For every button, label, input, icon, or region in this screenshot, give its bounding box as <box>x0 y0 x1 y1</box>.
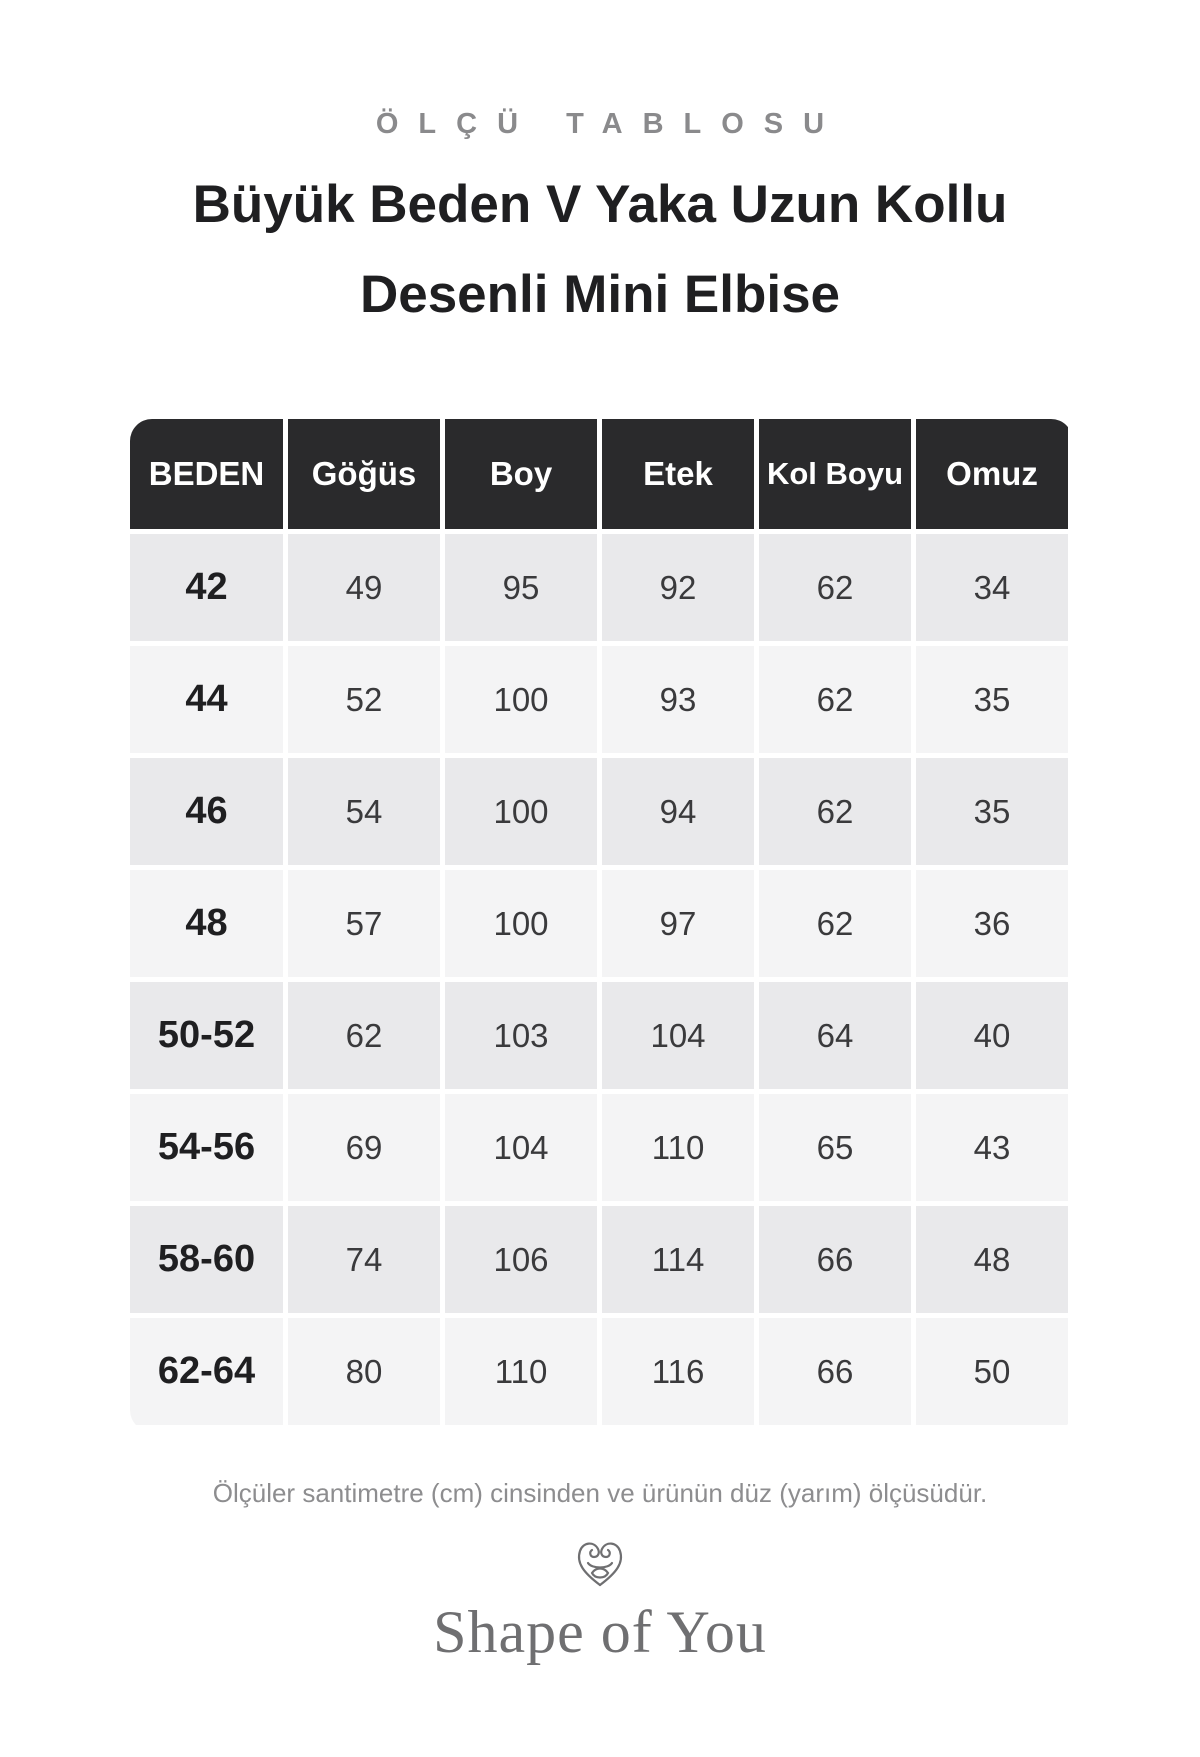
table-cell: 93 <box>602 646 754 753</box>
table-cell: 110 <box>602 1094 754 1201</box>
size-cell: 54-56 <box>130 1094 283 1201</box>
table-cell: 100 <box>445 758 597 865</box>
column-header-gogus: Göğüs <box>288 419 440 529</box>
table-cell: 74 <box>288 1206 440 1313</box>
table-cell: 92 <box>602 534 754 641</box>
table-cell: 62 <box>759 870 911 977</box>
table-cell: 62 <box>759 758 911 865</box>
table-cell: 95 <box>445 534 597 641</box>
table-cell: 57 <box>288 870 440 977</box>
column-header-etek: Etek <box>602 419 754 529</box>
size-cell: 58-60 <box>130 1206 283 1313</box>
table-cell: 49 <box>288 534 440 641</box>
table-cell: 66 <box>759 1318 911 1425</box>
size-cell: 46 <box>130 758 283 865</box>
table-cell: 94 <box>602 758 754 865</box>
table-cell: 62 <box>759 646 911 753</box>
table-cell: 64 <box>759 982 911 1089</box>
table-cell: 54 <box>288 758 440 865</box>
table-cell: 100 <box>445 646 597 753</box>
table-cell: 104 <box>602 982 754 1089</box>
size-chart-table <box>130 419 1073 1432</box>
table-cell: 62 <box>288 982 440 1089</box>
column-header-beden: BEDEN <box>130 419 283 529</box>
table-cell: 65 <box>759 1094 911 1201</box>
table-cell: 52 <box>288 646 440 753</box>
product-title <box>100 160 1100 340</box>
table-cell: 50 <box>916 1318 1068 1425</box>
table-cell: 35 <box>916 758 1068 865</box>
table-cell: 114 <box>602 1206 754 1313</box>
size-cell: 62-64 <box>130 1318 283 1425</box>
table-cell: 35 <box>916 646 1068 753</box>
size-cell: 50-52 <box>130 982 283 1089</box>
table-cell: 43 <box>916 1094 1068 1201</box>
table-cell: 36 <box>916 870 1068 977</box>
measurement-note: Ölçüler santimetre (cm) cinsinden ve ürünün düz (yarım) ölçüsüdür. <box>212 1478 988 1508</box>
table-cell: 106 <box>445 1206 597 1313</box>
table-cell: 40 <box>916 982 1068 1089</box>
column-header-boy: Boy <box>445 419 597 529</box>
table-cell: 97 <box>602 870 754 977</box>
table-cell: 48 <box>916 1206 1068 1313</box>
size-cell: 42 <box>130 534 283 641</box>
column-header-kol-boyu: Kol Boyu <box>759 419 911 529</box>
brand-wordmark: Shape of You <box>433 1599 767 1665</box>
size-chart-grid <box>130 419 1073 1425</box>
table-cell: 104 <box>445 1094 597 1201</box>
table-cell: 103 <box>445 982 597 1089</box>
size-cell: 48 <box>130 870 283 977</box>
table-cell: 80 <box>288 1318 440 1425</box>
table-cell: 100 <box>445 870 597 977</box>
table-cell: 69 <box>288 1094 440 1201</box>
table-cell: 116 <box>602 1318 754 1425</box>
heart-knot-logo-icon <box>570 1533 630 1593</box>
table-cell: 66 <box>759 1206 911 1313</box>
table-cell: 62 <box>759 534 911 641</box>
size-cell: 44 <box>130 646 283 753</box>
section-eyebrow: ÖLÇÜ TABLOSU <box>375 108 845 140</box>
product-title-line-1: Büyük Beden V Yaka Uzun Kollu <box>192 175 1008 234</box>
table-cell: 34 <box>916 534 1068 641</box>
product-title-line-2: Desenli Mini Elbise <box>359 265 841 324</box>
column-header-omuz: Omuz <box>916 419 1068 529</box>
table-cell: 110 <box>445 1318 597 1425</box>
